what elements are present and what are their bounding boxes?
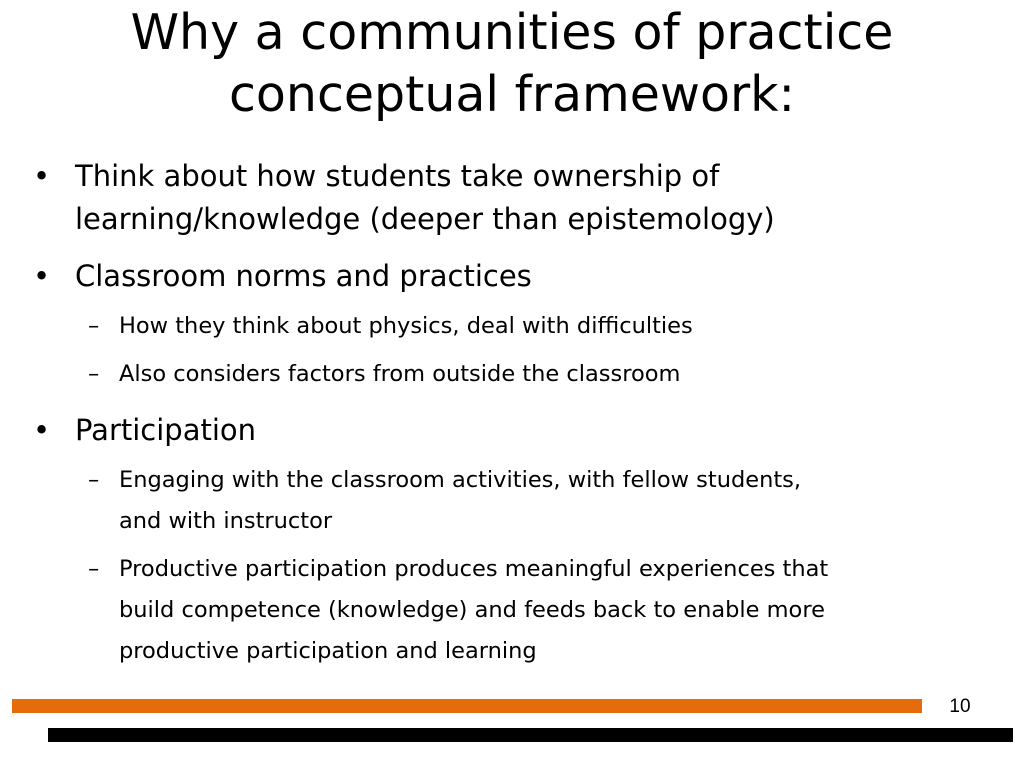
- sub-bullet-physics-thinking: [30, 306, 1005, 347]
- slide-title-line-2: conceptual framework:: [228, 66, 796, 123]
- bullet-participation: [30, 409, 1005, 452]
- slide-content: [30, 155, 1005, 679]
- sub-bullet-marker: –: [88, 361, 100, 387]
- sub-bullet-text-line: and with instructor: [119, 508, 333, 534]
- sub-bullet-productive-participation: [30, 549, 1005, 672]
- sub-bullet-marker: –: [88, 313, 100, 339]
- bullet-classroom-norms: [30, 255, 1005, 298]
- page-number: 10: [949, 696, 971, 717]
- bullet-text-line: Classroom norms and practices: [75, 259, 532, 293]
- sub-bullet-marker: –: [88, 556, 100, 582]
- sub-bullet-engaging: [30, 460, 1005, 542]
- sub-bullet-text-line: Productive participation produces meaningful experiences that: [119, 556, 829, 582]
- slide-title: [0, 0, 1024, 126]
- bullet-text-line: learning/knowledge (deeper than epistemology): [75, 202, 775, 236]
- sub-bullet-text-line: productive participation and learning: [119, 638, 537, 664]
- footer-base-bar: [48, 728, 1013, 742]
- sub-bullet-text-line: How they think about physics, deal with difficulties: [119, 313, 693, 339]
- footer-accent-bar: [12, 699, 922, 713]
- sub-bullet-marker: –: [88, 467, 100, 493]
- bullet-text-line: Think about how students take ownership of: [75, 159, 720, 193]
- bullet-ownership: [30, 155, 1005, 241]
- bullet-marker: •: [33, 413, 51, 447]
- sub-bullet-outside-factors: [30, 354, 1005, 395]
- bullet-marker: •: [33, 259, 51, 293]
- sub-bullet-text-line: Also considers factors from outside the classroom: [119, 361, 681, 387]
- bullet-marker: •: [33, 159, 51, 193]
- sub-bullet-text-line: build competence (knowledge) and feeds back to enable more: [119, 597, 825, 623]
- slide-title-line-1: Why a communities of practice: [130, 4, 894, 61]
- bullet-text-line: Participation: [75, 413, 257, 447]
- sub-bullet-text-line: Engaging with the classroom activities, with fellow students,: [119, 467, 802, 493]
